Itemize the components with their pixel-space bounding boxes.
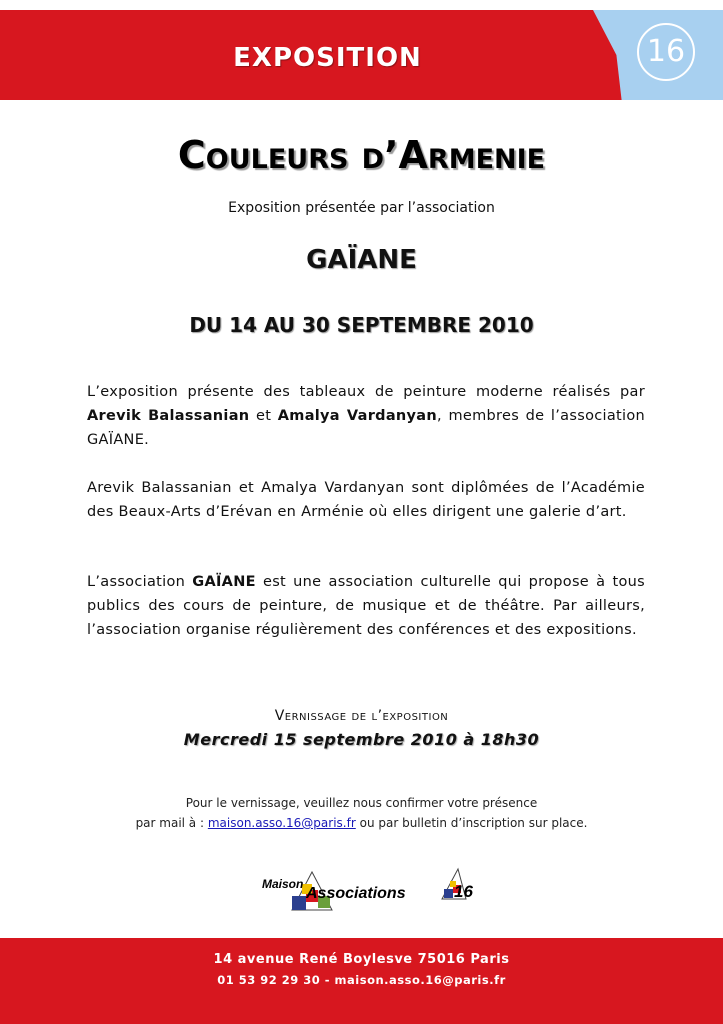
paragraph-text: et <box>249 408 278 424</box>
artist-name: Amalya Vardanyan <box>277 408 438 424</box>
association-name-inline: GAÏANE <box>192 574 256 590</box>
associations-word: Associations <box>306 885 406 902</box>
rsvp-prefix: par mail à : <box>135 816 208 830</box>
footer-banner <box>0 938 723 1024</box>
logo-number: 16 <box>454 882 473 901</box>
association-name: GAÏANE <box>306 245 417 275</box>
subtitle: Exposition présentée par l’association <box>228 200 495 216</box>
header-title: EXPOSITION <box>233 43 422 73</box>
rsvp-line-1: Pour le vernissage, veuillez nous confirmer votre présence <box>185 796 538 810</box>
vernissage-date: Mercredi 15 septembre 2010 à 18h30 <box>183 730 540 749</box>
paris-16-logo <box>440 867 482 901</box>
paragraph-text: L’association <box>87 574 193 590</box>
paragraph-association <box>87 570 645 642</box>
rsvp-note <box>0 793 723 833</box>
paragraph-artists: Arevik Balassanian et Amalya Vardanyan sont diplômées de l’Académie des Beaux-Arts d’Erévan en Arménie où elles dirigent une galerie d’art. <box>87 480 645 520</box>
page-title: Couleurs d’Armenie <box>177 133 546 177</box>
maison-associations-logo <box>262 866 422 914</box>
artist-name: Arevik Balassanian <box>87 408 250 424</box>
vernissage-title: Vernissage de l’exposition <box>274 708 449 724</box>
footer-address: 14 avenue René Boylesve 75016 Paris <box>213 952 510 967</box>
rsvp-line-2 <box>0 813 723 833</box>
paragraph-text: , membres de l’association GAÏANE. <box>87 408 645 448</box>
paragraph-text: L’exposition présente des tableaux de peinture moderne réalisés par <box>87 384 645 400</box>
paragraph-intro <box>87 380 645 452</box>
footer-contact: 01 53 92 29 30 - maison.asso.16@paris.fr <box>217 973 506 987</box>
maison-word: Maison <box>262 877 304 891</box>
arrondissement-badge: 16 <box>637 23 695 81</box>
paragraph-text: est une association culturelle qui propose à tous publics des cours de peinture, de musique et de théâtre. Par ailleurs, l’association organise régulièrement des conférences et des expositions. <box>87 574 645 638</box>
email-link[interactable]: maison.asso.16@paris.fr <box>207 816 356 830</box>
exhibition-dates: DU 14 AU 30 SEPTEMBRE 2010 <box>189 313 534 337</box>
rsvp-suffix: ou par bulletin d’inscription sur place. <box>355 816 588 830</box>
